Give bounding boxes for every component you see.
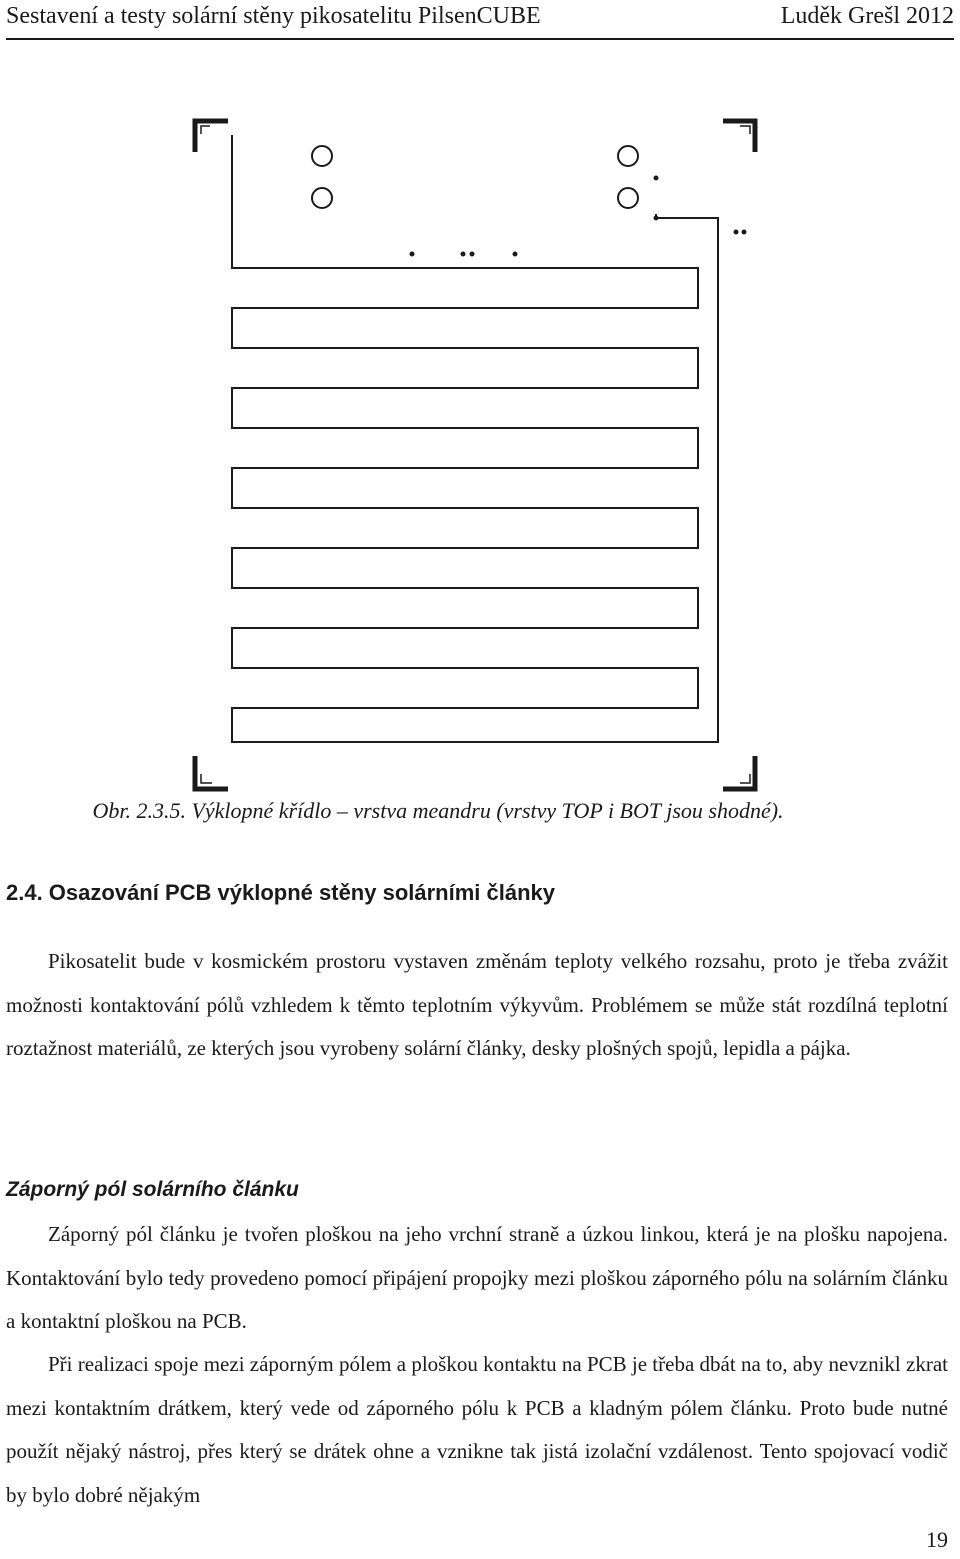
mounting-hole: [618, 146, 638, 166]
paragraph-intro: [6, 940, 948, 1071]
paragraph-2: [6, 1343, 948, 1517]
paragraph-1: [6, 1213, 948, 1344]
corner-mark-top-left: [195, 121, 228, 152]
mounting-hole: [618, 188, 638, 208]
meander-trace: [232, 135, 718, 742]
mounting-hole: [312, 188, 332, 208]
corner-mark-bottom-left: [195, 756, 228, 789]
corner-mark-bottom-right: [723, 756, 755, 789]
header-author: Luděk Grešl 2012: [780, 3, 954, 29]
paragraph-intro-text: Pikosatelit bude v kosmickém prostoru vystaven změnám teploty velkého rozsahu, proto je třeba zvážit možnosti kontaktování pólů vzhledem k těmto teplotním výkyvům. Problémem se může stát rozdílná teplotní roztažnost materiálů, ze kterých jsou vyrobeny solární články, desky plošných spojů, lepidla a pájka.: [6, 949, 948, 1060]
subsection-heading: Záporný pól solárního článku: [6, 1178, 299, 1201]
page-number: 19: [926, 1527, 948, 1552]
paragraph-2-text: Při realizaci spoje mezi záporným pólem a ploškou kontaktu na PCB je třeba dbát na to, aby nevznikl zkrat mezi kontaktním drátkem, který vede od záporného pólu k PCB a kladným pólem článku. Proto bude nutné použít nějaký nástroj, přes který se drátek ohne a vznikne tak jistá izolační vzdálenost. Tento spojovací vodič by bylo dobré nějakým: [6, 1352, 948, 1507]
header-title: Sestavení a testy solární stěny pikosatelitu PilsenCUBE: [6, 3, 541, 29]
paragraph-1-text: Záporný pól článku je tvořen ploškou na jeho vrchní straně a úzkou linkou, která je na plošku napojena. Kontaktování bylo tedy provedeno pomocí připájení propojky mezi ploškou záporného pólu na solárním článku a kontaktní ploškou na PCB.: [6, 1222, 948, 1333]
mounting-hole: [312, 146, 332, 166]
section-heading: 2.4. Osazování PCB výklopné stěny solárními články: [6, 880, 556, 905]
figure-caption: Obr. 2.3.5. Výklopné křídlo – vrstva meandru (vrstvy TOP i BOT jsou shodné).: [92, 798, 784, 823]
